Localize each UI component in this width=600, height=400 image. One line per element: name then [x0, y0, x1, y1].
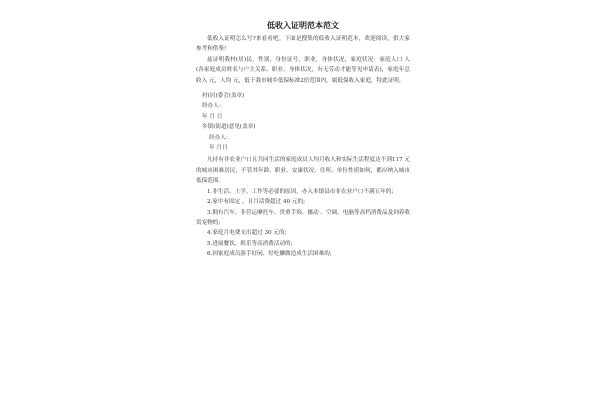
- town-handler-line: 经办人：: [209, 134, 232, 141]
- condition-item-3: 3.拥有汽车、非营运摩托车、贵重手饰、摄动 、空调、电脑等高档消费品及饲养收赏宠物的;: [196, 209, 410, 226]
- condition-item-5: 5.进展餐饮、娱乐等高消费活动的;: [207, 240, 293, 247]
- condition-item-6: 6.因家庭成员游手好闲、好吃懒做造成生活困难的;: [207, 251, 332, 258]
- town-stamp-line: 乡镇(街道)意见(盖章): [202, 124, 256, 131]
- village-stamp-line: 村(居)委会(盖章): [202, 93, 245, 100]
- conditions-intro-paragraph: 凡持有非农业户口且共同生活的家庭成员人均月收入和实际生活程度达不到117 元的城市困难居民，不管其年龄、职业、安康状况、住所、单位性质如何，都应纳入城市低保范围。: [196, 157, 410, 185]
- condition-item-4: 4.家庭月电费支出超过 30 元的;: [207, 230, 287, 237]
- intro-paragraph: 低收入证明怎么写?来看看吧。下面是搜集的低收入证明范本，欢迎阅读，供大家参考和借鉴!: [196, 36, 410, 53]
- condition-item-1: 1.非生活、上学、工作等必要的原因，办入本镇县市非农业户口不满五年的;: [207, 188, 394, 195]
- village-handler-line: 经办人：: [202, 103, 225, 110]
- condition-item-2: 2.家中有固定 ，且月话费超过 40 元的;: [207, 199, 305, 206]
- document-title: 低收入证明范本范文: [267, 20, 339, 30]
- village-date-line: 年 月 日: [202, 113, 223, 120]
- town-date-line: 年 月日: [209, 145, 228, 152]
- certification-paragraph: 兹证明我村(居)民，性别，身份证号，职业，身体状况，家庭状况：家庭人口 人(各家庭成员姓名与户主关系、职业、身体状况，有无劳动才能等见申请表)，家庭年总收入 元，人均 元，低于我市城乡低保标准2倍范围内，属低保收入家庭，特此证明。: [196, 56, 410, 84]
- document-body: [196, 20, 410, 260]
